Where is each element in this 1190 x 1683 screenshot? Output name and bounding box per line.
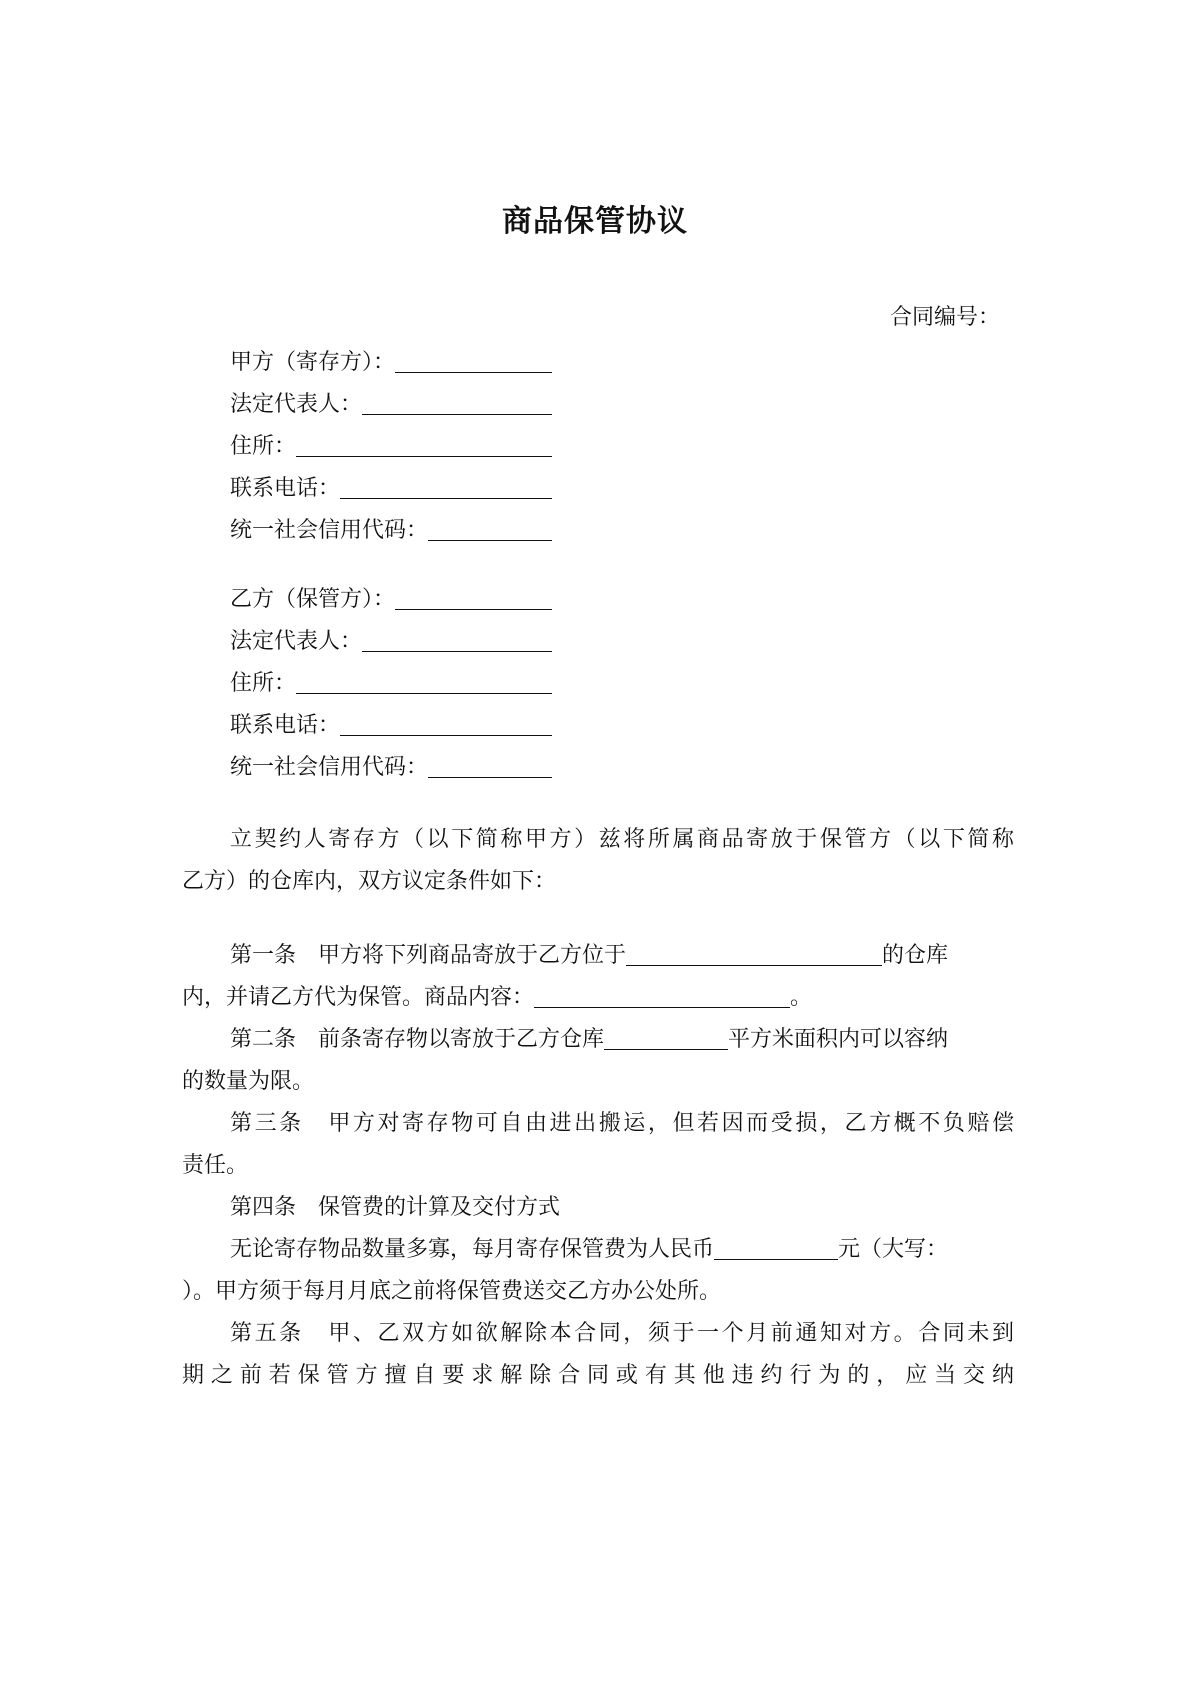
party-a-rep-blank <box>362 392 552 415</box>
intro-line-2: 乙方）的仓库内，双方议定条件如下： <box>182 869 557 894</box>
party-b-name-label: 乙方（保管方）： <box>230 587 396 612</box>
article-1-goods-blank <box>534 985 790 1008</box>
article-2-area-blank <box>604 1027 728 1050</box>
party-a-rep-row <box>230 390 552 420</box>
article-1-text-a: 第一条 甲方将下列商品寄放于乙方位于 <box>230 943 627 968</box>
article-3-line-1: 第三条 甲方对寄存物可自由进出搬运，但若因而受损，乙方概不负赔偿 <box>230 1111 1014 1136</box>
party-b-credit-code-label: 统一社会信用代码： <box>230 755 429 780</box>
party-b-address-blank <box>296 671 552 694</box>
party-a-phone-label: 联系电话： <box>230 476 341 501</box>
article-5-line-2: 期之前若保管方擅自要求解除合同或有其他违约行为的，应当交纳 <box>182 1363 1014 1388</box>
article-1-text-d: 。 <box>790 985 813 1010</box>
party-a-credit-code-label: 统一社会信用代码： <box>230 518 429 543</box>
party-a-address-label: 住所： <box>230 434 297 459</box>
party-a-credit-code-blank <box>428 518 552 541</box>
document-title: 商品保管协议 <box>502 204 688 239</box>
article-4-text-b: 元（大写： <box>838 1237 949 1262</box>
article-4-line-2: ）。甲方须于每月月底之前将保管费送交乙方办公处所。 <box>182 1279 722 1304</box>
party-a-address-blank <box>296 434 552 457</box>
party-a-rep-label: 法定代表人： <box>230 392 363 417</box>
article-1-line-1 <box>230 941 948 971</box>
party-a-address-row <box>230 432 552 462</box>
article-3-line-2: 责任。 <box>182 1153 249 1178</box>
party-b-address-row <box>230 669 552 699</box>
article-4-heading: 第四条 保管费的计算及交付方式 <box>230 1195 561 1220</box>
party-b-rep-row <box>230 627 552 657</box>
party-b-credit-code-blank <box>428 755 552 778</box>
article-1-text-b: 的仓库 <box>882 943 949 968</box>
article-4-text-a: 无论寄存物品数量多寡，每月寄存保管费为人民币 <box>230 1237 715 1262</box>
article-2-line-2: 的数量为限。 <box>182 1069 315 1094</box>
article-2-line-1 <box>230 1025 948 1055</box>
contract-number-label: 合同编号： <box>889 305 1000 330</box>
party-b-name-blank <box>395 587 552 610</box>
party-b-rep-blank <box>362 629 552 652</box>
party-b-phone-label: 联系电话： <box>230 713 341 738</box>
article-1-line-2 <box>182 983 812 1013</box>
party-b-address-label: 住所： <box>230 671 297 696</box>
article-2-text-b: 平方米面积内可以容纳 <box>728 1027 949 1052</box>
party-b-name-row <box>230 585 552 615</box>
article-1-location-blank <box>626 943 882 966</box>
party-b-credit-code-row <box>230 753 552 783</box>
party-b-rep-label: 法定代表人： <box>230 629 363 654</box>
article-4-fee-blank <box>714 1237 838 1260</box>
party-a-phone-row <box>230 474 552 504</box>
party-a-phone-blank <box>340 476 552 499</box>
party-a-name-label: 甲方（寄存方）： <box>230 350 396 375</box>
party-b-phone-blank <box>340 713 552 736</box>
party-b-phone-row <box>230 711 552 741</box>
article-5-line-1: 第五条 甲、乙双方如欲解除本合同，须于一个月前通知对方。合同未到 <box>230 1321 1014 1346</box>
party-a-name-blank <box>395 350 552 373</box>
party-a-name-row <box>230 348 552 378</box>
intro-line-1: 立契约人寄存方（以下简称甲方）兹将所属商品寄放于保管方（以下简称 <box>230 827 1014 852</box>
article-1-text-c: 内，并请乙方代为保管。商品内容： <box>182 985 535 1010</box>
article-2-text-a: 第二条 前条寄存物以寄放于乙方仓库 <box>230 1027 605 1052</box>
party-a-credit-code-row <box>230 516 552 546</box>
article-4-line-1 <box>230 1235 948 1265</box>
